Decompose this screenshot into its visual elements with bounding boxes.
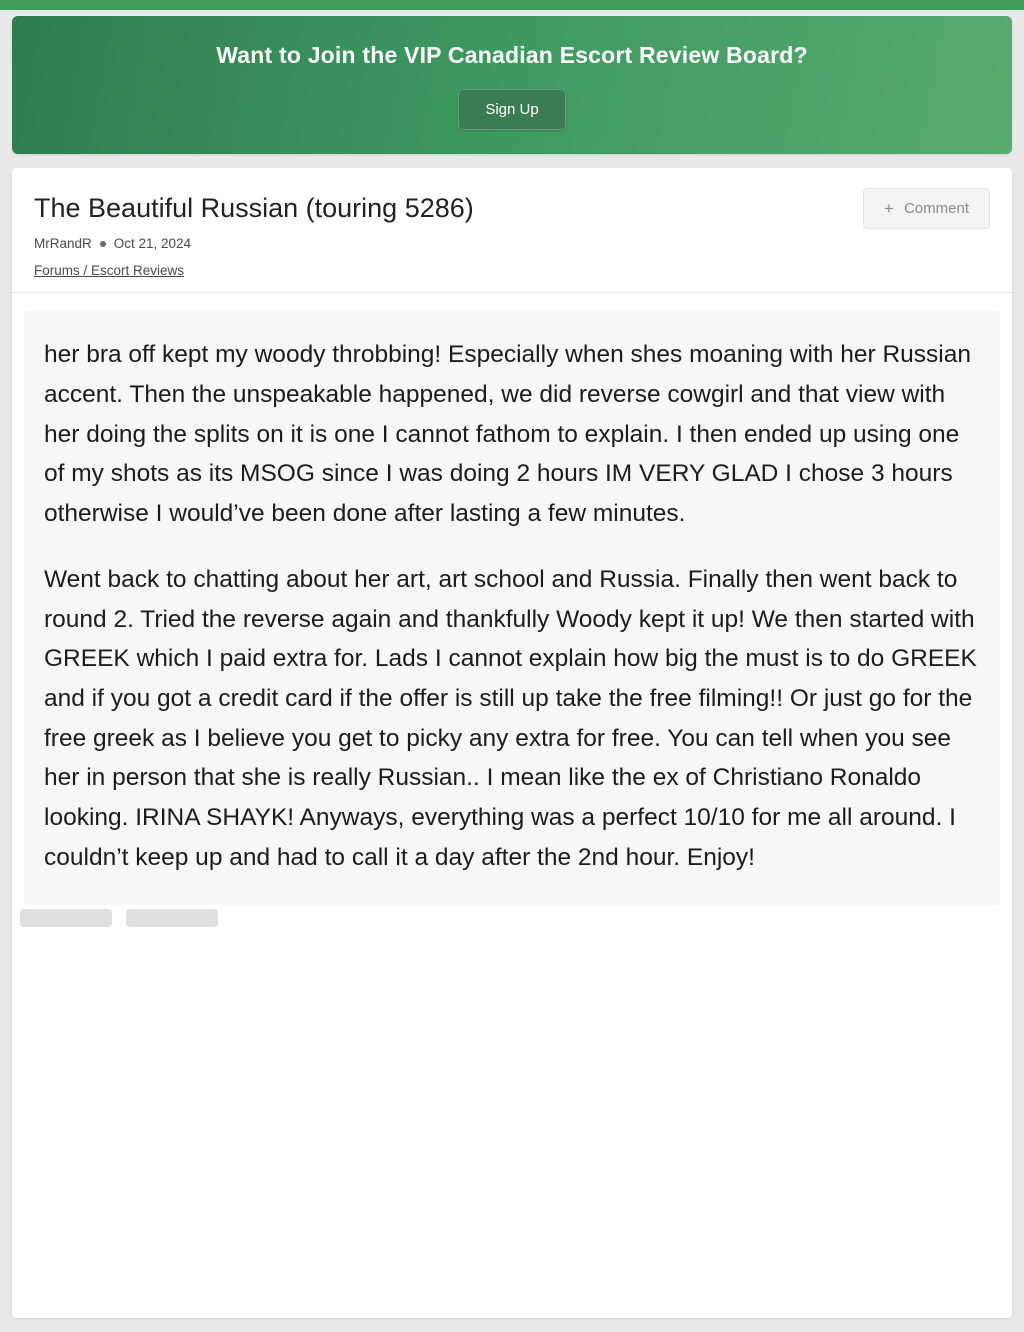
- post-card: [12, 168, 1012, 1318]
- post-header: [12, 168, 1012, 293]
- add-comment-button[interactable]: [863, 188, 990, 229]
- post-meta: [34, 236, 990, 251]
- banner-title: Want to Join the VIP Canadian Escort Review Board?: [216, 42, 808, 68]
- post-body: [24, 311, 1000, 905]
- post-date: Oct 21, 2024: [113, 236, 192, 252]
- add-comment-label: Comment: [903, 200, 969, 217]
- attachment-chip[interactable]: [126, 909, 218, 927]
- vip-signup-banner: [12, 16, 1012, 154]
- page-title: The Beautiful Russian (touring 5286): [34, 193, 474, 223]
- attachment-chip-row: [12, 905, 1012, 927]
- breadcrumb[interactable]: Forums / Escort Reviews: [34, 263, 185, 279]
- plus-icon: +: [884, 199, 894, 218]
- post-paragraph: her bra off kept my woody throbbing! Especially when shes moaning with her Russian accent. Then the unspeakable happened, we did reverse cowgirl and that view with her doing the splits on it is one I cannot fathom to explain. I then ended up using one of my shots as its MSOG since I was doing 2 hours IM VERY GLAD I chose 3 hours otherwise I would’ve been done after lasting a few minutes.: [44, 341, 971, 528]
- post-author[interactable]: MrRandR: [34, 236, 92, 252]
- top-accent-strip: [0, 0, 1024, 10]
- attachment-chip[interactable]: [20, 909, 112, 927]
- sign-up-button[interactable]: Sign Up: [458, 89, 565, 130]
- separator-dot-icon: [100, 241, 106, 247]
- post-paragraph: Went back to chatting about her art, art school and Russia. Finally then went back to round 2. Tried the reverse again and thankfully Woody kept it up! We then started with GREEK which I paid extra for. Lads I cannot explain how big the must is to do GREEK and if you got a credit card if the offer is still up take the free filming!! Or just go for the free greek as I believe you get to picky any extra for free. You can tell when you see her in person that she is really Russian.. I mean like the ex of Christiano Ronaldo looking. IRINA SHAYK! Anyways, everything was a perfect 10/10 for me all around. I couldn’t keep up and had to call it a day after the 2nd hour. Enjoy!: [44, 565, 977, 871]
